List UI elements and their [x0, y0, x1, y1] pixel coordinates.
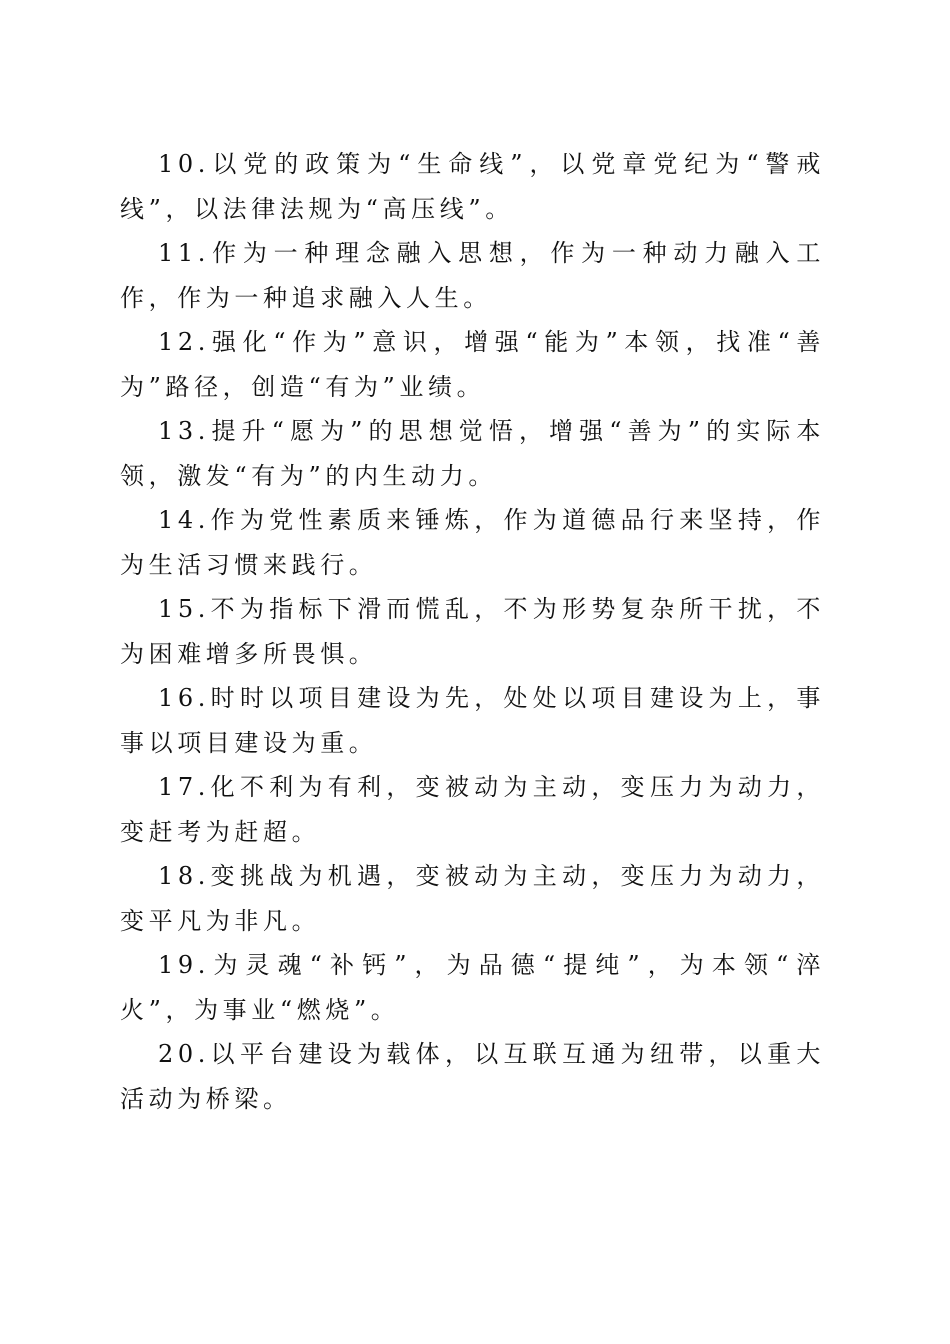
- paragraph-20: 20.以平台建设为载体，以互联互通为纽带，以重大活动为桥梁。: [120, 1040, 825, 1113]
- paragraph-16: 16.时时以项目建设为先，处处以项目建设为上，事事以项目建设为重。: [120, 684, 825, 757]
- paragraph-13: 13.提升“愿为”的思想觉悟，增强“善为”的实际本领，激发“有为”的内生动力。: [120, 417, 825, 490]
- document-body: [120, 142, 825, 1121]
- paragraph-15: 15.不为指标下滑而慌乱，不为形势复杂所干扰，不为困难增多所畏惧。: [120, 595, 825, 668]
- paragraph-11: 11.作为一种理念融入思想，作为一种动力融入工作，作为一种追求融入人生。: [120, 239, 825, 312]
- paragraph-17: 17.化不利为有利，变被动为主动，变压力为动力，变赶考为赶超。: [120, 773, 825, 846]
- paragraph-14: 14.作为党性素质来锤炼，作为道德品行来坚持，作为生活习惯来践行。: [120, 506, 825, 579]
- paragraph-10: 10.以党的政策为“生命线”，以党章党纪为“警戒线”，以法律法规为“高压线”。: [120, 150, 825, 223]
- paragraph-12: 12.强化“作为”意识，增强“能为”本领，找准“善为”路径，创造“有为”业绩。: [120, 328, 825, 401]
- paragraph-19: 19.为灵魂“补钙”，为品德“提纯”，为本领“淬火”，为事业“燃烧”。: [120, 951, 825, 1024]
- paragraph-18: 18.变挑战为机遇，变被动为主动，变压力为动力，变平凡为非凡。: [120, 862, 825, 935]
